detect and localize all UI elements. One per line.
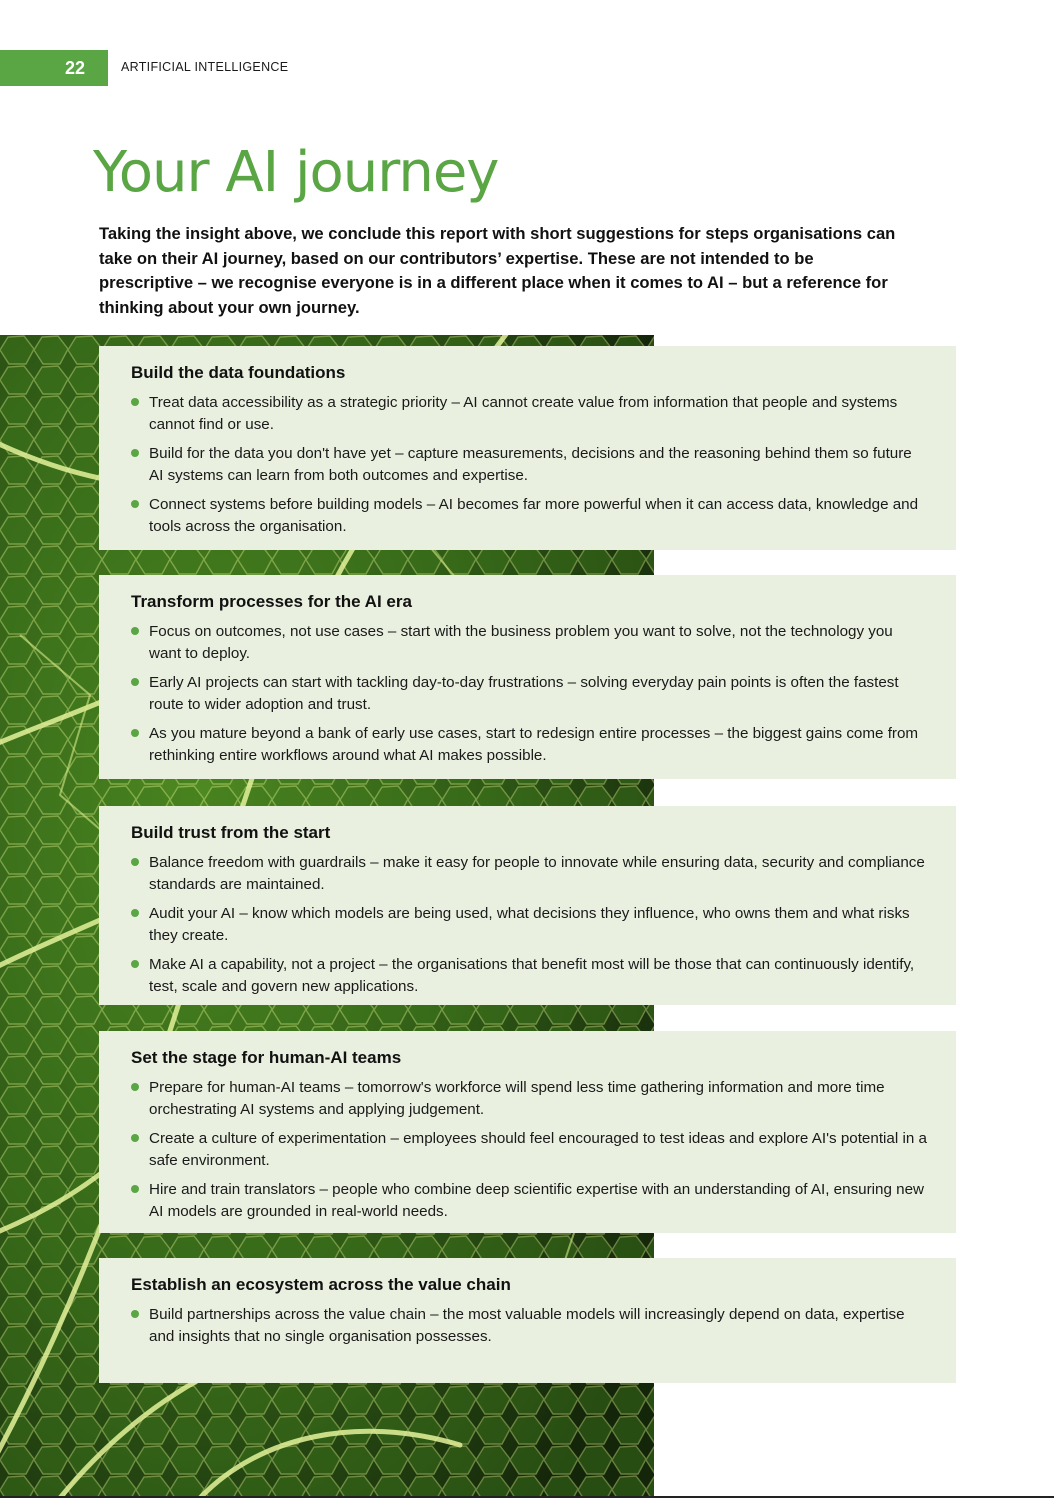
- bullet-list: [131, 392, 928, 537]
- bullet-icon: [131, 500, 139, 508]
- bullet-list: [131, 621, 928, 766]
- section-label: ARTIFICIAL INTELLIGENCE: [121, 60, 289, 74]
- list-item: [131, 443, 928, 486]
- list-item-text: Audit your AI – know which models are being used, what decisions they influence, who owns them and what risks they create.: [149, 905, 910, 944]
- section-card-human-ai-teams: [99, 1031, 956, 1233]
- list-item: [131, 1077, 928, 1120]
- bullet-icon: [131, 1310, 139, 1318]
- section-heading: Establish an ecosystem across the value chain: [131, 1275, 511, 1294]
- list-item-text: Build partnerships across the value chain – the most valuable models will increasingly depend on data, expertise and insights that no single organisation possesses.: [149, 1306, 905, 1345]
- list-item-text: Make AI a capability, not a project – the organisations that benefit most will be those that can continuously identify, test, scale and govern new applications.: [149, 956, 915, 995]
- section-card-data-foundations: [99, 346, 956, 550]
- section-card-ecosystem: [99, 1258, 956, 1383]
- list-item-text: Build for the data you don't have yet – capture measurements, decisions and the reasoning behind them so future AI systems can learn from both outcomes and expertise.: [149, 445, 912, 484]
- bullet-list: [131, 1304, 928, 1347]
- bullet-icon: [131, 1185, 139, 1193]
- list-item-text: Create a culture of experimentation – employees should feel encouraged to test ideas and explore AI's potential in a safe environment.: [149, 1130, 927, 1169]
- bullet-icon: [131, 729, 139, 737]
- bullet-icon: [131, 1134, 139, 1142]
- section-heading: Build trust from the start: [131, 823, 331, 842]
- page-number: 22: [64, 57, 86, 78]
- list-item: [131, 1179, 928, 1222]
- list-item: [131, 723, 928, 766]
- section-card-build-trust: [99, 806, 956, 1005]
- bullet-list: [131, 852, 928, 997]
- bullet-icon: [131, 678, 139, 686]
- list-item-text: Connect systems before building models – AI becomes far more powerful when it can access data, knowledge and tools across the organisation.: [149, 496, 919, 535]
- bullet-icon: [131, 398, 139, 406]
- page-title: Your AI journey: [93, 140, 499, 205]
- list-item: [131, 672, 928, 715]
- section-heading: Set the stage for human-AI teams: [131, 1048, 402, 1067]
- bullet-icon: [131, 960, 139, 968]
- list-item-text: Treat data accessibility as a strategic priority – AI cannot create value from information that people and systems cannot find or use.: [149, 394, 898, 433]
- section-card-transform-processes: [99, 575, 956, 779]
- list-item-text: Prepare for human-AI teams – tomorrow's workforce will spend less time gathering information and more time orchestrating AI systems and applying judgement.: [149, 1079, 885, 1118]
- bullet-icon: [131, 909, 139, 917]
- list-item: [131, 852, 928, 895]
- list-item-text: Hire and train translators – people who combine deep scientific expertise with an understanding of AI, ensuring new AI models are grounded in real-world needs.: [149, 1181, 925, 1220]
- list-item: [131, 494, 928, 537]
- list-item-text: Balance freedom with guardrails – make it easy for people to innovate while ensuring data, security and compliance standards are maintained.: [149, 854, 925, 893]
- section-heading: Transform processes for the AI era: [131, 592, 412, 611]
- list-item-text: Early AI projects can start with tackling day-to-day frustrations – solving everyday pain points is often the fastest route to wider adoption and trust.: [149, 674, 899, 713]
- list-item-text: Focus on outcomes, not use cases – start with the business problem you want to solve, not the technology you want to deploy.: [149, 623, 893, 662]
- bullet-list: [131, 1077, 928, 1222]
- intro-paragraph: Taking the insight above, we conclude this report with short suggestions for steps organisations can take on their AI journey, based on our contributors’ expertise. These are not intended to be prescriptive – we recognise everyone is in a different place when it comes to AI – but a reference for thinking about your own journey.: [99, 224, 896, 317]
- list-item-text: As you mature beyond a bank of early use cases, start to redesign entire processes – the biggest gains come from rethinking entire workflows around what AI makes possible.: [149, 725, 919, 764]
- list-item: [131, 621, 928, 664]
- bullet-icon: [131, 449, 139, 457]
- bullet-icon: [131, 1083, 139, 1091]
- list-item: [131, 1304, 928, 1347]
- list-item: [131, 392, 928, 435]
- list-item: [131, 1128, 928, 1171]
- list-item: [131, 954, 928, 997]
- bullet-icon: [131, 858, 139, 866]
- section-heading: Build the data foundations: [131, 363, 346, 382]
- list-item: [131, 903, 928, 946]
- bullet-icon: [131, 627, 139, 635]
- page-number-tab: [0, 50, 108, 86]
